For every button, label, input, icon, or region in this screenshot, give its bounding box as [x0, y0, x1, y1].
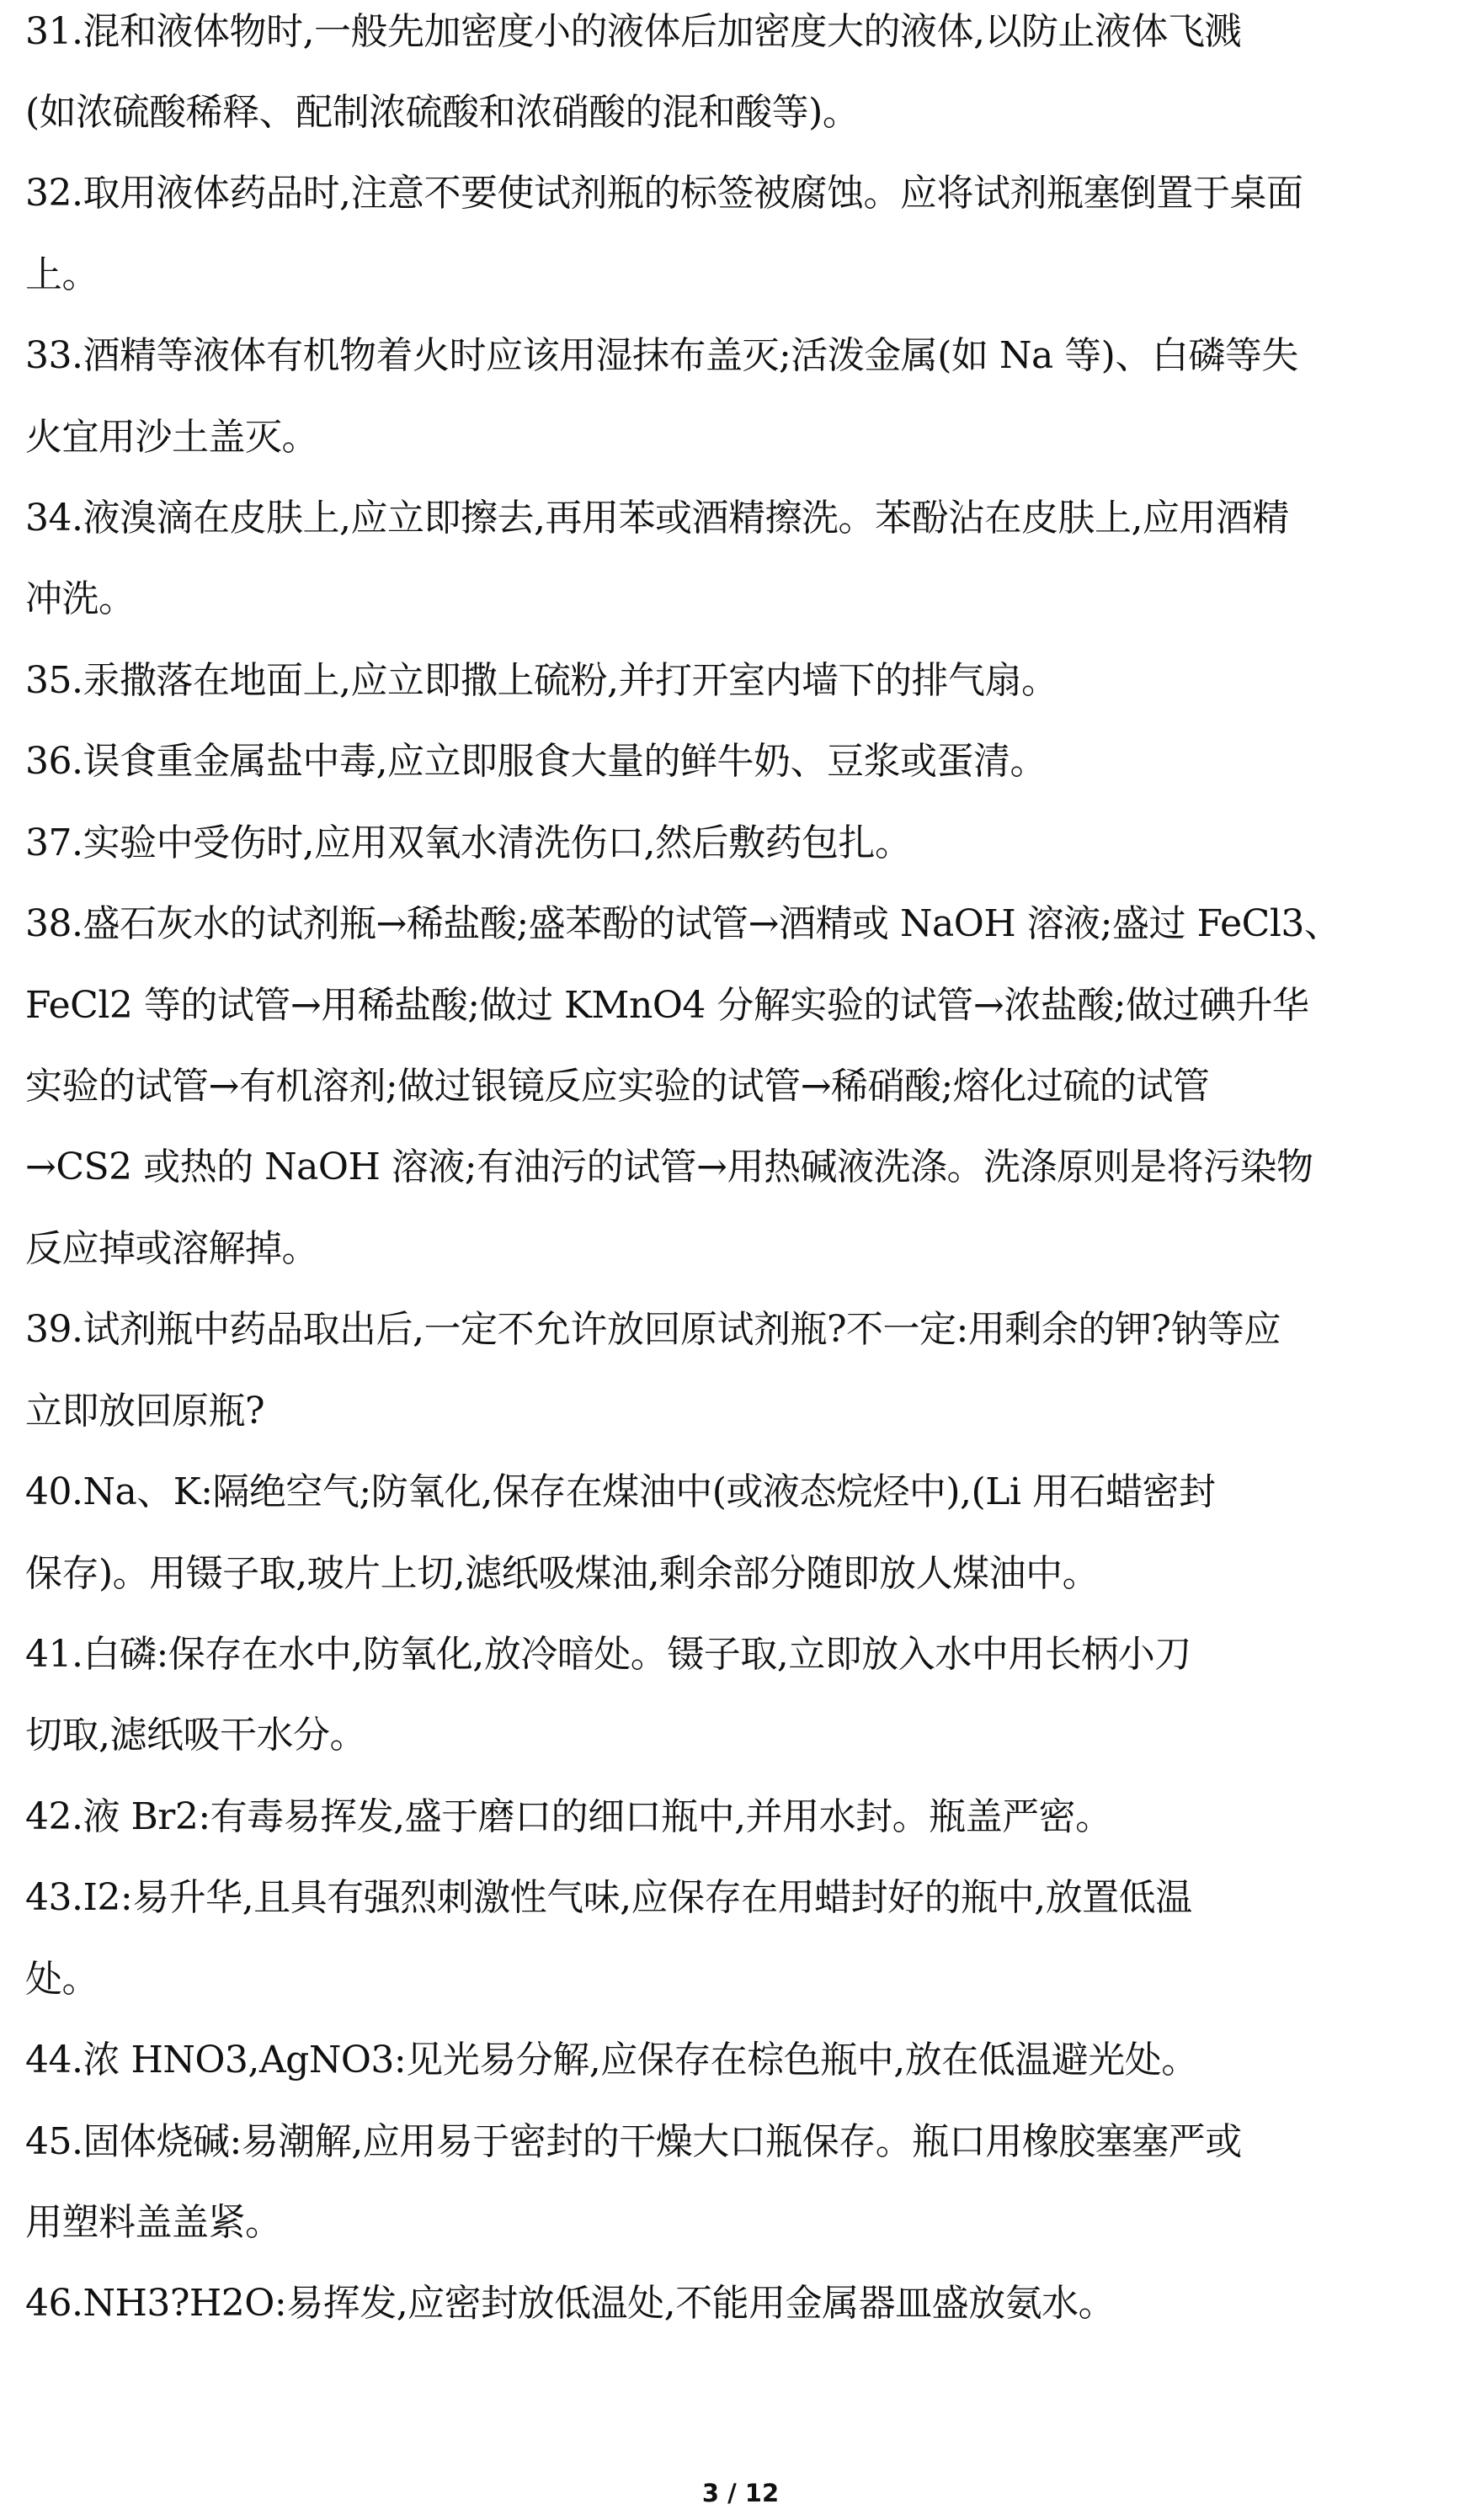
text-line: →CS2 或热的 NaOH 溶液;有油污的试管→用热碱液洗涤。洗涤原则是将污染物: [25, 1146, 1313, 1188]
text-line: 火宜用沙土盖灭。: [25, 416, 318, 459]
text-line: 上。: [25, 253, 99, 296]
text-line: 用塑料盖盖紧。: [25, 2201, 282, 2244]
text-line: 37.实验中受伤时,应用双氧水清洗伤口,然后敷药包扎。: [25, 821, 912, 864]
text-line: 43.I2:易升华,且具有强烈刺激性气味,应保存在用蜡封好的瓶中,放置低温: [25, 1876, 1192, 1919]
text-line: 反应掉或溶解掉。: [25, 1227, 318, 1270]
text-line: 33.酒精等液体有机物着火时应该用湿抹布盖灭;活泼金属(如 Na 等)、白磷等失: [25, 334, 1298, 377]
text-line: 38.盛石灰水的试剂瓶→稀盐酸;盛苯酚的试管→酒精或 NaOH 溶液;盛过 FeCl3、: [25, 902, 1341, 945]
text-line: 32.取用液体药品时,注意不要使试剂瓶的标签被腐蚀。应将试剂瓶塞倒置于桌面: [25, 172, 1303, 215]
text-line: (如浓硫酸稀释、配制浓硫酸和浓硝酸的混和酸等)。: [25, 91, 860, 134]
text-line: 切取,滤纸吸干水分。: [25, 1714, 366, 1757]
text-line: 44.浓 HNO3,AgNO3:见光易分解,应保存在棕色瓶中,放在低温避光处。: [25, 2039, 1198, 2081]
text-line: 39.试剂瓶中药品取出后,一定不允许放回原试剂瓶?不一定:用剩余的钾?钠等应: [25, 1308, 1281, 1351]
text-line: 立即放回原瓶?: [25, 1390, 265, 1433]
text-line: 实验的试管→有机溶剂;做过银镜反应实验的试管→稀硝酸;熔化过硫的试管: [25, 1065, 1210, 1108]
text-line: 处。: [25, 1958, 99, 2001]
text-line: FeCl2 等的试管→用稀盐酸;做过 KMnO4 分解实验的试管→浓盐酸;做过碘升华: [25, 984, 1309, 1027]
text-line: 36.误食重金属盐中毒,应立即服食大量的鲜牛奶、豆浆或蛋清。: [25, 740, 1047, 783]
text-line: 冲洗。: [25, 577, 136, 620]
text-line: 42.液 Br2:有毒易挥发,盛于磨口的细口瓶中,并用水封。瓶盖严密。: [25, 1795, 1112, 1838]
text-line: 45.固体烧碱:易潮解,应用易于密封的干燥大口瓶保存。瓶口用橡胶塞塞严或: [25, 2120, 1242, 2163]
text-line: 34.液溴滴在皮肤上,应立即擦去,再用苯或酒精擦洗。苯酚沾在皮肤上,应用酒精: [25, 497, 1289, 540]
text-line: 31.混和液体物时,一般先加密度小的液体后加密度大的液体,以防止液体飞溅: [25, 10, 1241, 53]
text-line: 41.白磷:保存在水中,防氧化,放冷暗处。镊子取,立即放入水中用长柄小刀: [25, 1633, 1191, 1676]
page-number: 3 / 12: [701, 2479, 780, 2507]
text-line: 46.NH3?H2O:易挥发,应密封放低温处,不能用金属器皿盛放氨水。: [25, 2282, 1116, 2325]
text-line: 40.Na、K:隔绝空气;防氧化,保存在煤油中(或液态烷烃中),(Li 用石蜡密封: [25, 1470, 1216, 1513]
text-line: 保存)。用镊子取,玻片上切,滤纸吸煤油,剩余部分随即放人煤油中。: [25, 1552, 1100, 1595]
text-line: 35.汞撒落在地面上,应立即撒上硫粉,并打开室内墙下的排气扇。: [25, 659, 1058, 702]
